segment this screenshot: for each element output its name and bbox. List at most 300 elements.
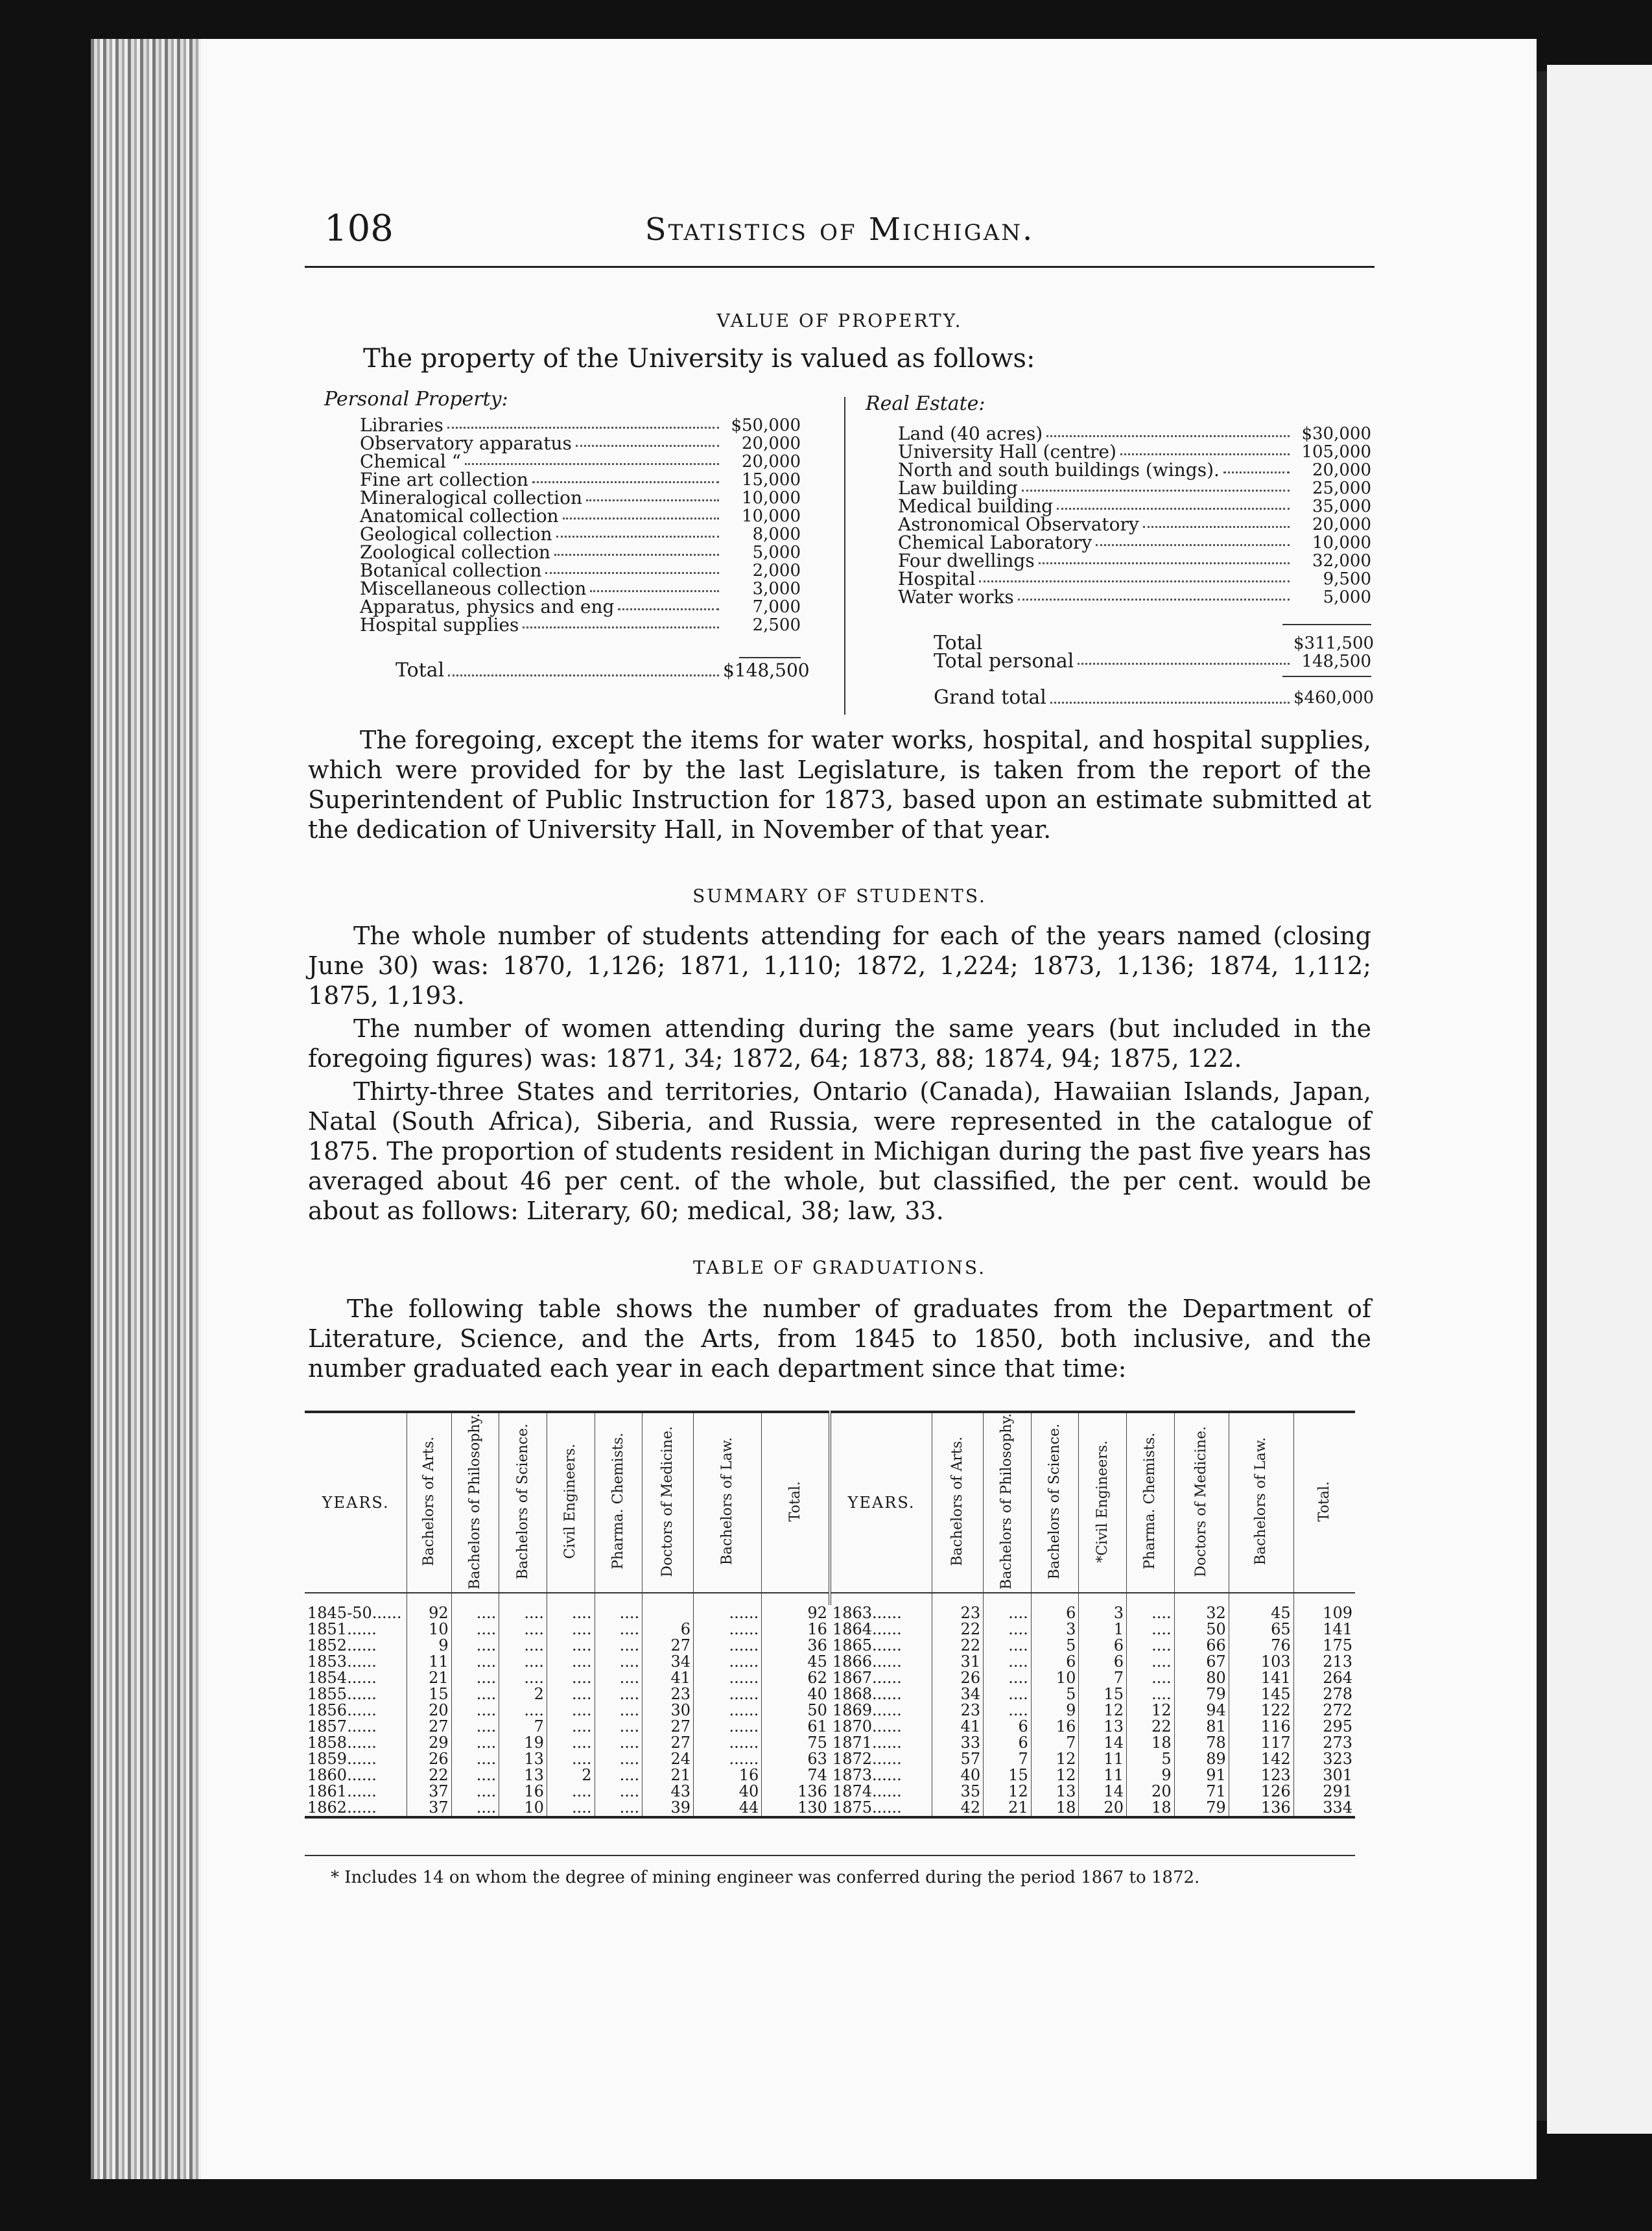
column-header-right xyxy=(1174,1412,1229,1593)
year-label: 1845-50 xyxy=(307,1603,372,1622)
count-cell: 5 xyxy=(1031,1686,1079,1702)
count-cell: .... xyxy=(547,1605,595,1621)
personal-item-label: Chemical “ xyxy=(360,451,462,472)
leader-dots: ...... xyxy=(347,1619,377,1638)
personal-item-value: 7,000 xyxy=(752,597,801,617)
count-cell: 40 xyxy=(694,1784,762,1800)
leader-dots xyxy=(532,471,719,483)
year-cell xyxy=(830,1719,932,1735)
count-cell: 278 xyxy=(1293,1686,1355,1702)
count-cell: 37 xyxy=(407,1784,451,1800)
year-cell xyxy=(305,1719,407,1735)
count-cell: .... xyxy=(499,1638,547,1654)
count-cell: .... xyxy=(595,1605,643,1621)
column-divider xyxy=(844,397,845,715)
year-label: 1865 xyxy=(832,1636,872,1654)
column-header-label: Bachelors of Science. xyxy=(1046,1423,1063,1580)
count-cell: 24 xyxy=(643,1751,694,1767)
count-cell: .... xyxy=(547,1735,595,1751)
year-cell xyxy=(830,1735,932,1751)
year-label: 1866 xyxy=(832,1652,872,1671)
table-row xyxy=(305,1605,1355,1621)
personal-item-value: 3,000 xyxy=(752,579,801,599)
count-cell: .... xyxy=(451,1638,499,1654)
year-label: 1858 xyxy=(307,1733,348,1752)
leader-dots: ...... xyxy=(872,1636,902,1654)
count-cell: 126 xyxy=(1229,1784,1293,1800)
count-cell: 79 xyxy=(1174,1686,1229,1702)
year-label: 1873 xyxy=(832,1765,872,1784)
count-cell: 30 xyxy=(643,1702,694,1719)
count-cell: .... xyxy=(984,1670,1032,1686)
leader-dots xyxy=(1046,425,1290,437)
leader-dots: ...... xyxy=(872,1603,902,1622)
column-header-label: Bachelors of Arts. xyxy=(420,1437,437,1566)
year-cell xyxy=(305,1670,407,1686)
count-cell: 12 xyxy=(1031,1751,1079,1767)
personal-item-value: 20,000 xyxy=(742,434,801,453)
count-cell: 9 xyxy=(407,1638,451,1654)
count-cell: 21 xyxy=(643,1767,694,1784)
year-label: 1859 xyxy=(307,1749,348,1768)
book-spine xyxy=(1537,71,1547,2121)
count-cell: 11 xyxy=(1079,1751,1127,1767)
personal-item-label: Miscellaneous collection xyxy=(360,578,587,599)
count-cell: 123 xyxy=(1229,1767,1293,1784)
year-label: 1861 xyxy=(307,1782,348,1800)
real-estate-item-value: 25,000 xyxy=(1312,479,1371,498)
year-cell xyxy=(830,1686,932,1702)
count-cell: 27 xyxy=(643,1735,694,1751)
year-label: 1872 xyxy=(832,1749,872,1768)
real-estate-item-label: Hospital xyxy=(898,568,976,590)
footnote: * Includes 14 on whom the degree of mining engineer was conferred during the period 1867 to 1872. xyxy=(331,1868,1200,1887)
count-cell: 50 xyxy=(1174,1621,1229,1638)
count-cell: 323 xyxy=(1293,1751,1355,1767)
table-row xyxy=(305,1638,1355,1654)
property-heading: VALUE OF PROPERTY. xyxy=(716,310,963,331)
year-cell xyxy=(305,1686,407,1702)
count-cell: .... xyxy=(595,1670,643,1686)
count-cell: 18 xyxy=(1126,1800,1174,1817)
count-cell: 92 xyxy=(762,1605,830,1621)
table-row xyxy=(305,1670,1355,1686)
count-cell: 145 xyxy=(1229,1686,1293,1702)
year-label: 1870 xyxy=(832,1717,872,1736)
footnote-rule xyxy=(305,1855,1355,1856)
count-cell: 116 xyxy=(1229,1719,1293,1735)
column-header-label: Total. xyxy=(1316,1481,1332,1522)
count-cell: .... xyxy=(595,1784,643,1800)
column-header-right xyxy=(1293,1412,1355,1593)
count-cell: .... xyxy=(984,1638,1032,1654)
count-cell: ...... xyxy=(694,1686,762,1702)
count-cell: 21 xyxy=(407,1670,451,1686)
year-cell xyxy=(305,1702,407,1719)
count-cell: .... xyxy=(547,1654,595,1670)
leader-dots: ...... xyxy=(347,1798,377,1817)
facing-page xyxy=(1547,65,1652,2134)
count-cell: ...... xyxy=(694,1670,762,1686)
count-cell: .... xyxy=(451,1621,499,1638)
column-header-label: Bachelors of Law. xyxy=(719,1437,736,1566)
year-cell xyxy=(305,1800,407,1817)
count-cell: 42 xyxy=(932,1800,984,1817)
property-intro: The property of the University is valued as follows: xyxy=(363,344,1035,374)
count-cell: .... xyxy=(547,1686,595,1702)
count-cell: 10 xyxy=(1031,1670,1079,1686)
year-cell xyxy=(830,1751,932,1767)
personal-item-label: Observatory apparatus xyxy=(360,433,572,454)
personal-item-row xyxy=(360,471,801,489)
column-header-label: *Civil Engineers. xyxy=(1094,1440,1111,1563)
count-cell: .... xyxy=(451,1751,499,1767)
students-heading: SUMMARY OF STUDENTS. xyxy=(692,885,987,907)
count-cell: 34 xyxy=(643,1654,694,1670)
count-cell: 15 xyxy=(407,1686,451,1702)
count-cell: 32 xyxy=(1174,1605,1229,1621)
column-header-left xyxy=(595,1412,643,1593)
leader-dots: ...... xyxy=(347,1652,377,1671)
personal-item-label: Mineralogical collection xyxy=(360,487,583,508)
column-header-right xyxy=(1031,1412,1079,1593)
count-cell: .... xyxy=(595,1638,643,1654)
table-row xyxy=(305,1800,1355,1817)
count-cell: .... xyxy=(1126,1605,1174,1621)
personal-item-label: Botanical collection xyxy=(360,560,542,581)
personal-property-heading: Personal Property: xyxy=(324,388,508,411)
real-estate-item-value: 9,500 xyxy=(1323,569,1371,589)
count-cell: 7 xyxy=(984,1751,1032,1767)
leader-dots: ...... xyxy=(872,1652,902,1671)
leader-dots: ...... xyxy=(872,1684,902,1703)
page-edges xyxy=(91,39,201,2179)
year-label: 1855 xyxy=(307,1684,348,1703)
year-cell xyxy=(305,1751,407,1767)
count-cell: 65 xyxy=(1229,1621,1293,1638)
count-cell: 13 xyxy=(499,1767,547,1784)
count-cell: .... xyxy=(547,1670,595,1686)
count-cell: 16 xyxy=(762,1621,830,1638)
count-cell: 23 xyxy=(643,1686,694,1702)
count-cell: 10 xyxy=(499,1800,547,1817)
year-cell xyxy=(305,1638,407,1654)
count-cell: 1 xyxy=(1079,1621,1127,1638)
count-cell: .... xyxy=(499,1654,547,1670)
count-cell: 79 xyxy=(1174,1800,1229,1817)
year-label: 1867 xyxy=(832,1668,872,1687)
count-cell: 43 xyxy=(643,1784,694,1800)
grand-total-row xyxy=(934,686,1375,710)
personal-item-row xyxy=(360,616,801,634)
students-paragraph-3: Thirty-three States and territories, Ontario (Canada), Hawaiian Islands, Japan, Natal (South Africa), Siberia, and Russia, were represented in the catalogue of 1875. The proportion of students resident in Michigan during the past five years has averaged about 46 per cent. of the whole, but classified, the per cent. would be about as follows: Literary, 60; medical, 38; law, 33. xyxy=(308,1077,1371,1225)
count-cell: 103 xyxy=(1229,1654,1293,1670)
table-row xyxy=(305,1784,1355,1800)
leader-dots: ...... xyxy=(347,1668,377,1687)
personal-item-row xyxy=(360,435,801,453)
leader-dots: ...... xyxy=(872,1668,902,1687)
count-cell: 26 xyxy=(932,1670,984,1686)
count-cell: .... xyxy=(451,1670,499,1686)
count-cell: 81 xyxy=(1174,1719,1229,1735)
count-cell: .... xyxy=(451,1735,499,1751)
count-cell: 61 xyxy=(762,1719,830,1735)
real-estate-item-row xyxy=(898,570,1371,588)
year-cell xyxy=(830,1638,932,1654)
count-cell: 76 xyxy=(1229,1638,1293,1654)
column-header-right xyxy=(984,1412,1032,1593)
column-header-left xyxy=(762,1412,830,1593)
count-cell: 13 xyxy=(1031,1784,1079,1800)
count-cell: 11 xyxy=(1079,1767,1127,1784)
count-cell: .... xyxy=(1126,1670,1174,1686)
count-cell: .... xyxy=(547,1638,595,1654)
count-cell: 2 xyxy=(499,1686,547,1702)
year-label: 1875 xyxy=(832,1798,872,1817)
year-label: 1857 xyxy=(307,1717,348,1736)
count-cell: .... xyxy=(451,1702,499,1719)
count-cell: 57 xyxy=(932,1751,984,1767)
count-cell: .... xyxy=(451,1605,499,1621)
personal-item-value: 5,000 xyxy=(752,543,801,562)
total-rule xyxy=(739,657,801,658)
count-cell: 50 xyxy=(762,1702,830,1719)
count-cell: 16 xyxy=(694,1767,762,1784)
count-cell: ...... xyxy=(694,1702,762,1719)
count-cell: 264 xyxy=(1293,1670,1355,1686)
real-estate-item-label: Law building xyxy=(898,477,1018,499)
count-cell: ...... xyxy=(694,1751,762,1767)
count-cell: 26 xyxy=(407,1751,451,1767)
count-cell: .... xyxy=(595,1621,643,1638)
count-cell xyxy=(643,1605,694,1621)
count-cell: 13 xyxy=(1079,1719,1127,1735)
year-cell xyxy=(830,1605,932,1621)
table-row xyxy=(305,1767,1355,1784)
real-estate-item-row xyxy=(898,461,1371,479)
leader-dots: ...... xyxy=(872,1733,902,1752)
real-total-label: Total xyxy=(934,632,983,654)
count-cell: 15 xyxy=(1079,1686,1127,1702)
leader-dots xyxy=(554,543,719,556)
table-row xyxy=(305,1654,1355,1670)
real-estate-item-row xyxy=(898,425,1371,443)
column-header-label: Bachelors of Philosophy. xyxy=(466,1413,483,1590)
count-cell: 12 xyxy=(1031,1767,1079,1784)
real-estate-item-row xyxy=(898,588,1371,606)
real-estate-item-value: 5,000 xyxy=(1323,588,1371,607)
count-cell: ...... xyxy=(694,1638,762,1654)
count-cell: ...... xyxy=(694,1735,762,1751)
leader-dots: ...... xyxy=(372,1603,402,1622)
personal-item-label: Geological collection xyxy=(360,523,552,545)
year-label: 1864 xyxy=(832,1619,872,1638)
leader-dots xyxy=(1018,588,1290,601)
personal-item-label: Anatomical collection xyxy=(360,505,559,527)
count-cell: .... xyxy=(547,1702,595,1719)
count-cell: 142 xyxy=(1229,1751,1293,1767)
count-cell: .... xyxy=(451,1654,499,1670)
graduations-heading: TABLE OF GRADUATIONS. xyxy=(693,1257,986,1278)
total-personal-value: 148,500 xyxy=(1301,652,1371,671)
property-note: The foregoing, except the items for water works, hospital, and hospital supplies, which were provided for by the last Legislature, is taken from the report of the Superintendent of Public Instruction for 1873, based upon an estimate submitted at the dedication of University Hall, in November of that year. xyxy=(308,726,1371,844)
column-header-left xyxy=(305,1412,407,1593)
count-cell: 21 xyxy=(984,1800,1032,1817)
count-cell: .... xyxy=(547,1751,595,1767)
count-cell: .... xyxy=(451,1719,499,1735)
leader-dots xyxy=(1120,443,1290,455)
leader-dots xyxy=(979,570,1290,582)
personal-item-value: 20,000 xyxy=(742,452,801,471)
count-cell: 71 xyxy=(1174,1784,1229,1800)
count-cell: 6 xyxy=(1079,1654,1127,1670)
students-paragraph-1: The whole number of students attending for each of the years named (closing June 30) was: 1870, 1,126; 1871, 1,110; 1872, 1,224; 1873, 1,136; 1874, 1,112; 1875, 1,193. xyxy=(308,922,1371,1010)
count-cell: 37 xyxy=(407,1800,451,1817)
year-label: 1869 xyxy=(832,1700,872,1719)
personal-item-row xyxy=(360,543,801,562)
count-cell: .... xyxy=(984,1702,1032,1719)
count-cell: 22 xyxy=(1126,1719,1174,1735)
real-estate-item-value: 10,000 xyxy=(1312,533,1371,553)
year-cell xyxy=(305,1605,407,1621)
column-header-label: Bachelors of Philosophy. xyxy=(998,1413,1015,1590)
leader-dots xyxy=(586,489,719,501)
count-cell: .... xyxy=(1126,1686,1174,1702)
personal-total-label: Total xyxy=(395,659,445,682)
column-header-right xyxy=(932,1412,984,1593)
count-cell: .... xyxy=(547,1621,595,1638)
count-cell: .... xyxy=(595,1735,643,1751)
year-label: 1863 xyxy=(832,1603,872,1622)
total-personal-label: Total personal xyxy=(934,650,1074,673)
personal-item-row xyxy=(360,598,801,616)
column-header-label: Bachelors of Law. xyxy=(1253,1437,1269,1566)
count-cell: 23 xyxy=(932,1605,984,1621)
personal-item-row xyxy=(360,562,801,580)
count-cell: ...... xyxy=(694,1605,762,1621)
leader-dots: ...... xyxy=(347,1717,377,1736)
count-cell: 130 xyxy=(762,1800,830,1817)
leader-dots: ...... xyxy=(347,1700,377,1719)
count-cell: 6 xyxy=(984,1719,1032,1735)
real-total-value: $311,500 xyxy=(1293,634,1375,653)
year-label: 1854 xyxy=(307,1668,348,1687)
column-header-label: Total. xyxy=(786,1481,803,1522)
year-label: 1851 xyxy=(307,1619,348,1638)
count-cell: 10 xyxy=(407,1621,451,1638)
year-cell xyxy=(830,1670,932,1686)
count-cell: 3 xyxy=(1031,1621,1079,1638)
count-cell: 14 xyxy=(1079,1784,1127,1800)
count-cell: 27 xyxy=(407,1719,451,1735)
real-estate-item-value: 20,000 xyxy=(1312,460,1371,480)
count-cell: 117 xyxy=(1229,1735,1293,1751)
count-cell: 291 xyxy=(1293,1784,1355,1800)
year-label: 1868 xyxy=(832,1684,872,1703)
real-totals xyxy=(934,632,1375,673)
count-cell: 136 xyxy=(762,1784,830,1800)
real-estate-item-label: Land (40 acres) xyxy=(898,423,1043,444)
count-cell: 3 xyxy=(1079,1605,1127,1621)
count-cell: 23 xyxy=(932,1702,984,1719)
real-estate-item-value: $30,000 xyxy=(1301,424,1371,444)
count-cell: 5 xyxy=(1126,1751,1174,1767)
students-paragraph-2: The number of women attending during the same years (but included in the foregoing figures) was: 1871, 34; 1872, 64; 1873, 88; 1874, 94; 1875, 122. xyxy=(308,1014,1371,1073)
count-cell: ...... xyxy=(694,1719,762,1735)
count-cell: 91 xyxy=(1174,1767,1229,1784)
year-cell xyxy=(305,1621,407,1638)
real-estate-item-value: 32,000 xyxy=(1312,551,1371,571)
count-cell: .... xyxy=(451,1767,499,1784)
column-header-label: Doctors of Medicine. xyxy=(659,1426,676,1577)
real-estate-item-label: North and south buildings (wings). xyxy=(898,459,1220,481)
real-estate-item-value: 35,000 xyxy=(1312,497,1371,516)
count-cell: 334 xyxy=(1293,1800,1355,1817)
real-estate-item-row xyxy=(898,516,1371,534)
column-header-label: Pharma. Chemists. xyxy=(1142,1433,1159,1570)
real-estate-item-label: Astronomical Observatory xyxy=(898,514,1139,535)
count-cell: 6 xyxy=(1031,1654,1079,1670)
count-cell: 2 xyxy=(547,1767,595,1784)
count-cell: 136 xyxy=(1229,1800,1293,1817)
count-cell: 34 xyxy=(932,1686,984,1702)
year-cell xyxy=(830,1784,932,1800)
leader-dots: ...... xyxy=(347,1636,377,1654)
leader-dots xyxy=(465,453,719,465)
column-header-label: YEARS. xyxy=(847,1493,915,1512)
leader-dots xyxy=(523,616,719,628)
count-cell: .... xyxy=(595,1702,643,1719)
year-label: 1871 xyxy=(832,1733,872,1752)
personal-total-row xyxy=(395,659,810,682)
count-cell: .... xyxy=(1126,1654,1174,1670)
count-cell: 45 xyxy=(1229,1605,1293,1621)
count-cell: 45 xyxy=(762,1654,830,1670)
count-cell: 40 xyxy=(932,1767,984,1784)
real-estate-item-label: Four dwellings xyxy=(898,550,1035,571)
count-cell: 78 xyxy=(1174,1735,1229,1751)
table-row xyxy=(305,1719,1355,1735)
count-cell: 18 xyxy=(1031,1800,1079,1817)
count-cell: 301 xyxy=(1293,1767,1355,1784)
personal-item-row xyxy=(360,580,801,598)
count-cell: ...... xyxy=(694,1621,762,1638)
grand-total-value: $460,000 xyxy=(1293,688,1375,708)
table-row xyxy=(305,1735,1355,1751)
count-cell: 109 xyxy=(1293,1605,1355,1621)
count-cell: .... xyxy=(1126,1621,1174,1638)
count-cell: 66 xyxy=(1174,1638,1229,1654)
count-cell: .... xyxy=(499,1605,547,1621)
count-cell: .... xyxy=(984,1621,1032,1638)
graduations-table xyxy=(305,1411,1355,1819)
personal-item-value: 10,000 xyxy=(742,488,801,508)
leader-dots: ...... xyxy=(872,1749,902,1768)
table-row xyxy=(305,1702,1355,1719)
personal-item-value: 8,000 xyxy=(752,525,801,544)
count-cell: .... xyxy=(499,1670,547,1686)
count-cell: 175 xyxy=(1293,1638,1355,1654)
year-label: 1856 xyxy=(307,1700,348,1719)
count-cell: 74 xyxy=(762,1767,830,1784)
personal-item-row xyxy=(360,489,801,507)
column-header-left xyxy=(407,1412,451,1593)
column-header-right xyxy=(1229,1412,1293,1593)
leader-dots: ...... xyxy=(347,1733,377,1752)
count-cell: .... xyxy=(451,1784,499,1800)
count-cell: 141 xyxy=(1293,1621,1355,1638)
count-cell: 12 xyxy=(1079,1702,1127,1719)
